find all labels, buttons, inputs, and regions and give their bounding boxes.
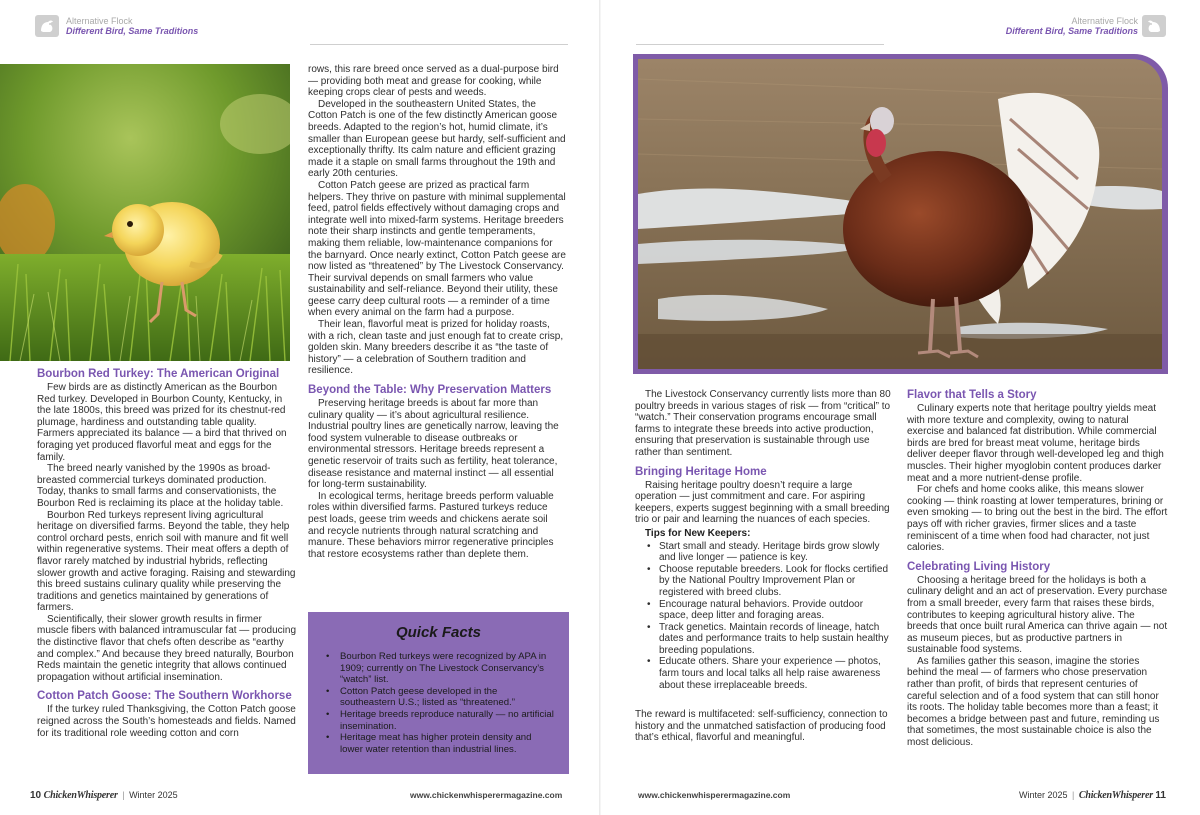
heading-celebrating-living-history: Celebrating Living History xyxy=(907,560,1051,573)
heading-bringing-heritage-home: Bringing Heritage Home xyxy=(635,465,767,478)
running-head-left xyxy=(66,16,198,37)
paragraph: In ecological terms, heritage breeds perform valuable roles within diversified farms. Pastured turkeys reduce pest loads, geese trim weeds and chickens aerate soil and recycle nutrients through natural scratching and manure. These behaviors mirror regenerative principles that restore ecosystems rather than deplete them. xyxy=(308,490,554,560)
heading-bourbon-red-turkey: Bourbon Red Turkey: The American Original xyxy=(37,368,280,380)
page-number-right: 11 xyxy=(1155,790,1166,801)
rooster-logo-icon xyxy=(1142,15,1166,37)
footer-left-folio xyxy=(30,789,178,802)
quick-fact-item: • Heritage breeds reproduce naturally — no artificial insemination. xyxy=(322,709,555,732)
section-kicker: Alternative Flock xyxy=(66,16,133,26)
turkey-photo-illustration xyxy=(638,59,1162,369)
paragraph: Bourbon Red turkeys represent living agricultural heritage on diversified farms. Beyond the table, they help control orchard pests, enrich soil with manure and fit well within regenerative systems. Their meat offers a depth of flavor rarely matched by industrial hybrids, reflecting slower growth and active foraging. Raising and stewarding this breed sustains culinary quality while preserving the traditions and genetics maintained by generations of farmers. xyxy=(37,509,296,614)
article-column-1 xyxy=(37,368,296,739)
paragraph: For chefs and home cooks alike, this means slower cooking — think roasting at lower temperatures, brining or even smoking — to bring out the best in the bird. The effort pays off with richer gravies, firmer slices and a taste reminiscent of a time when food had character, not just calories. xyxy=(907,484,1168,554)
rooster-logo-icon xyxy=(35,15,59,37)
footer-separator: | xyxy=(122,790,125,800)
header-rule xyxy=(310,44,568,45)
article-column-2 xyxy=(308,64,567,560)
chick-photo xyxy=(0,64,290,361)
paragraph: The breed nearly vanished by the 1990s as broad-breasted commercial turkeys dominated production. Today, thanks to small farms and conservationists, the Bourbon Red is reclaiming its place at the holiday table. xyxy=(37,463,284,509)
page-gutter xyxy=(599,0,601,815)
paragraph: rows, this rare breed once served as a dual-purpose bird — providing both meat and grease for cooking, while keeping crops clear of pests and weeds. xyxy=(308,64,559,99)
quick-fact-item: • Cotton Patch geese developed in the southeastern U.S.; listed as “threatened.” xyxy=(322,686,555,709)
header-rule xyxy=(636,44,884,45)
turkey-photo-frame xyxy=(633,54,1168,374)
issue-date: Winter 2025 xyxy=(129,790,178,800)
heading-beyond-the-table: Beyond the Table: Why Preservation Matters xyxy=(308,384,552,397)
section-kicker: Alternative Flock xyxy=(1071,16,1138,26)
footer-url-right[interactable]: www.chickenwhisperermagazine.com xyxy=(638,790,791,800)
tips-list xyxy=(635,541,894,692)
chick-photo-illustration xyxy=(0,64,290,361)
quick-fact-item: • Bourbon Red turkeys were recognized by APA in 1909; currently on The Livestock Conservancy’s “watch” list. xyxy=(322,651,555,686)
brand-wordmark: ChickenWhisperer xyxy=(1078,790,1153,801)
quick-facts-box xyxy=(308,612,569,774)
tip-item: • Track genetics. Maintain records of lineage, hatch dates and performance traits to help sustain healthy breeding populations. xyxy=(635,622,894,657)
running-head-right xyxy=(1006,16,1138,37)
tip-item: • Start small and steady. Heritage birds grow slowly and live longer — patience is key. xyxy=(635,541,894,564)
paragraph: Few birds are as distinctly American as the Bourbon Red turkey. Developed in Bourbon County, Kentucky, in the late 1800s, this breed was prized for its chestnut-red plumage, hardiness and outstanding table quality. Farmers appreciated its balance — a bird that thrived on foraging yet produced flavorful meat and eggs for the family. xyxy=(37,382,287,463)
page-number-left: 10 xyxy=(30,790,42,801)
paragraph: If the turkey ruled Thanksgiving, the Cotton Patch goose reigned across the South’s homesteads and fields. Named for its traditional role weeding cotton and corn xyxy=(37,704,296,739)
article-column-3 xyxy=(635,389,894,744)
footer-url-left[interactable]: www.chickenwhisperermagazine.com xyxy=(410,790,563,800)
article-column-4 xyxy=(907,389,1168,749)
quick-facts-title: Quick Facts xyxy=(395,624,482,641)
paragraph: The reward is multifaceted: self-sufficiency, connection to history and the unmatched satisfaction of producing food that’s ethical, flavorful and meaningful. xyxy=(635,709,888,744)
section-deck: Different Bird, Same Traditions xyxy=(1005,26,1138,36)
footer-right-folio xyxy=(1019,789,1166,802)
paragraph: Developed in the southeastern United States, the Cotton Patch is one of the few distinctly American goose breeds. Adapted to the region’s hot, humid climate, it’s smaller than European geese but hardy, self-sufficient and exceptionally thrifty. Its calm nature and efficient grazing made it a staple on small farms throughout the 19th and early 20th centuries. xyxy=(308,98,566,180)
tip-item: • Educate others. Share your experience — photos, farm tours and local talks all help raise awareness about these irreplaceable breeds. xyxy=(635,656,894,691)
paragraph: The Livestock Conservancy currently lists more than 80 poultry breeds in various stages of risk — from “critical” to “watch.” Their conservation programs encourage small farms to integrate these breeds into active production, ensuring that preservation is sustainable through use rather than sentiment. xyxy=(635,389,891,458)
quick-facts-list xyxy=(322,651,555,755)
brand-wordmark: ChickenWhisperer xyxy=(43,790,118,801)
paragraph: As families gather this season, imagine the stories behind the meal — of farmers who chose preservation rather than profit, of birds that represent centuries of careful selection and of a food system that can still honor its roots. The holiday table becomes more than a feast; it becomes a bridge between past and future, reminding us that sometimes, the most sustainable choice is also the most delicious. xyxy=(907,655,1160,749)
tip-item: • Choose reputable breeders. Look for flocks certified by the National Poultry Improvement Plan or registered with breed clubs. xyxy=(635,564,894,599)
tip-item: • Encourage natural behaviors. Provide outdoor space, deep litter and foraging areas. xyxy=(635,599,894,622)
paragraph: Raising heritage poultry doesn’t require a large operation — just commitment and care. For aspiring keepers, experts suggest beginning with a small breeding trio or pair and learning the nuances of each species. xyxy=(635,479,890,526)
paragraph: Preserving heritage breeds is about far more than culinary quality — it’s about agricultural resilience. Industrial poultry lines are genetically narrow, leaving the food system vulnerable to disease outbreaks or environmental stressors. Heritage breeds represent a genetic reservoir of traits such as fertility, heat tolerance, disease resistance and maternal instinct — all essential for long-term sustainability. xyxy=(308,398,559,491)
paragraph: Scientifically, their slower growth results in firmer muscle fibers with balanced intramuscular fat — producing the distinctive flavor that chefs often describe as “earthy and complex.” And because they breed naturally, Bourbon Reds maintain the genetic integrity that allows continued propagation without artificial insemination. xyxy=(37,613,297,683)
heading-cotton-patch-goose: Cotton Patch Goose: The Southern Workhorse xyxy=(37,690,292,703)
paragraph: Cotton Patch geese are prized as practical farm helpers. They thrive on pasture with minimal supplemental feed, patrol fields effectively without damaging crops and integrate well into mixed-farm systems. Heritage breeders note their sharp instincts and gentle temperaments, making them reliable, low-maintenance companions for the barnyard. Once nearly extinct, Cotton Patch geese are now listed as “threatened” by The Livestock Conservancy. Their survival depends on small farmers who value sustainability and self-reliance. Beyond their utility, these geese carry deep cultural roots — a reminder of a time when every animal on the farm had a purpose. xyxy=(308,179,566,319)
turkey-photo xyxy=(638,59,1162,369)
footer-separator: | xyxy=(1072,790,1075,800)
paragraph: Their lean, flavorful meat is prized for holiday roasts, with a rich, clean taste and just enough fat to create crisp, golden skin. Many breeders describe it as “the taste of history” — a celebration of Southern tradition and resilience. xyxy=(308,319,564,377)
issue-date: Winter 2025 xyxy=(1018,790,1068,800)
tips-title: Tips for New Keepers: xyxy=(645,527,751,539)
heading-flavor-tells-story: Flavor that Tells a Story xyxy=(907,389,1037,401)
paragraph: Culinary experts note that heritage poultry yields meat with more texture and complexity, owing to natural exercise and balanced fat distribution. While commercial birds are bred for breast meat volume, heritage birds deliver deeper flavor through well-developed leg and thigh muscles. Their higher myoglobin content produces darker meat and a more nutrient-dense profile. xyxy=(907,403,1164,484)
quick-fact-item: • Heritage meat has higher protein density and lower water retention than industrial lines. xyxy=(322,732,555,755)
section-deck: Different Bird, Same Traditions xyxy=(66,26,199,36)
paragraph: Choosing a heritage breed for the holidays is both a culinary delight and an act of preservation. Every purchase from a small breeder, every farm that raises these birds, contributes to keeping agricultural history alive. The breeds that once built rural America can thrive again — not as museum pieces, but as productive partners in sustainable food systems. xyxy=(907,574,1168,656)
